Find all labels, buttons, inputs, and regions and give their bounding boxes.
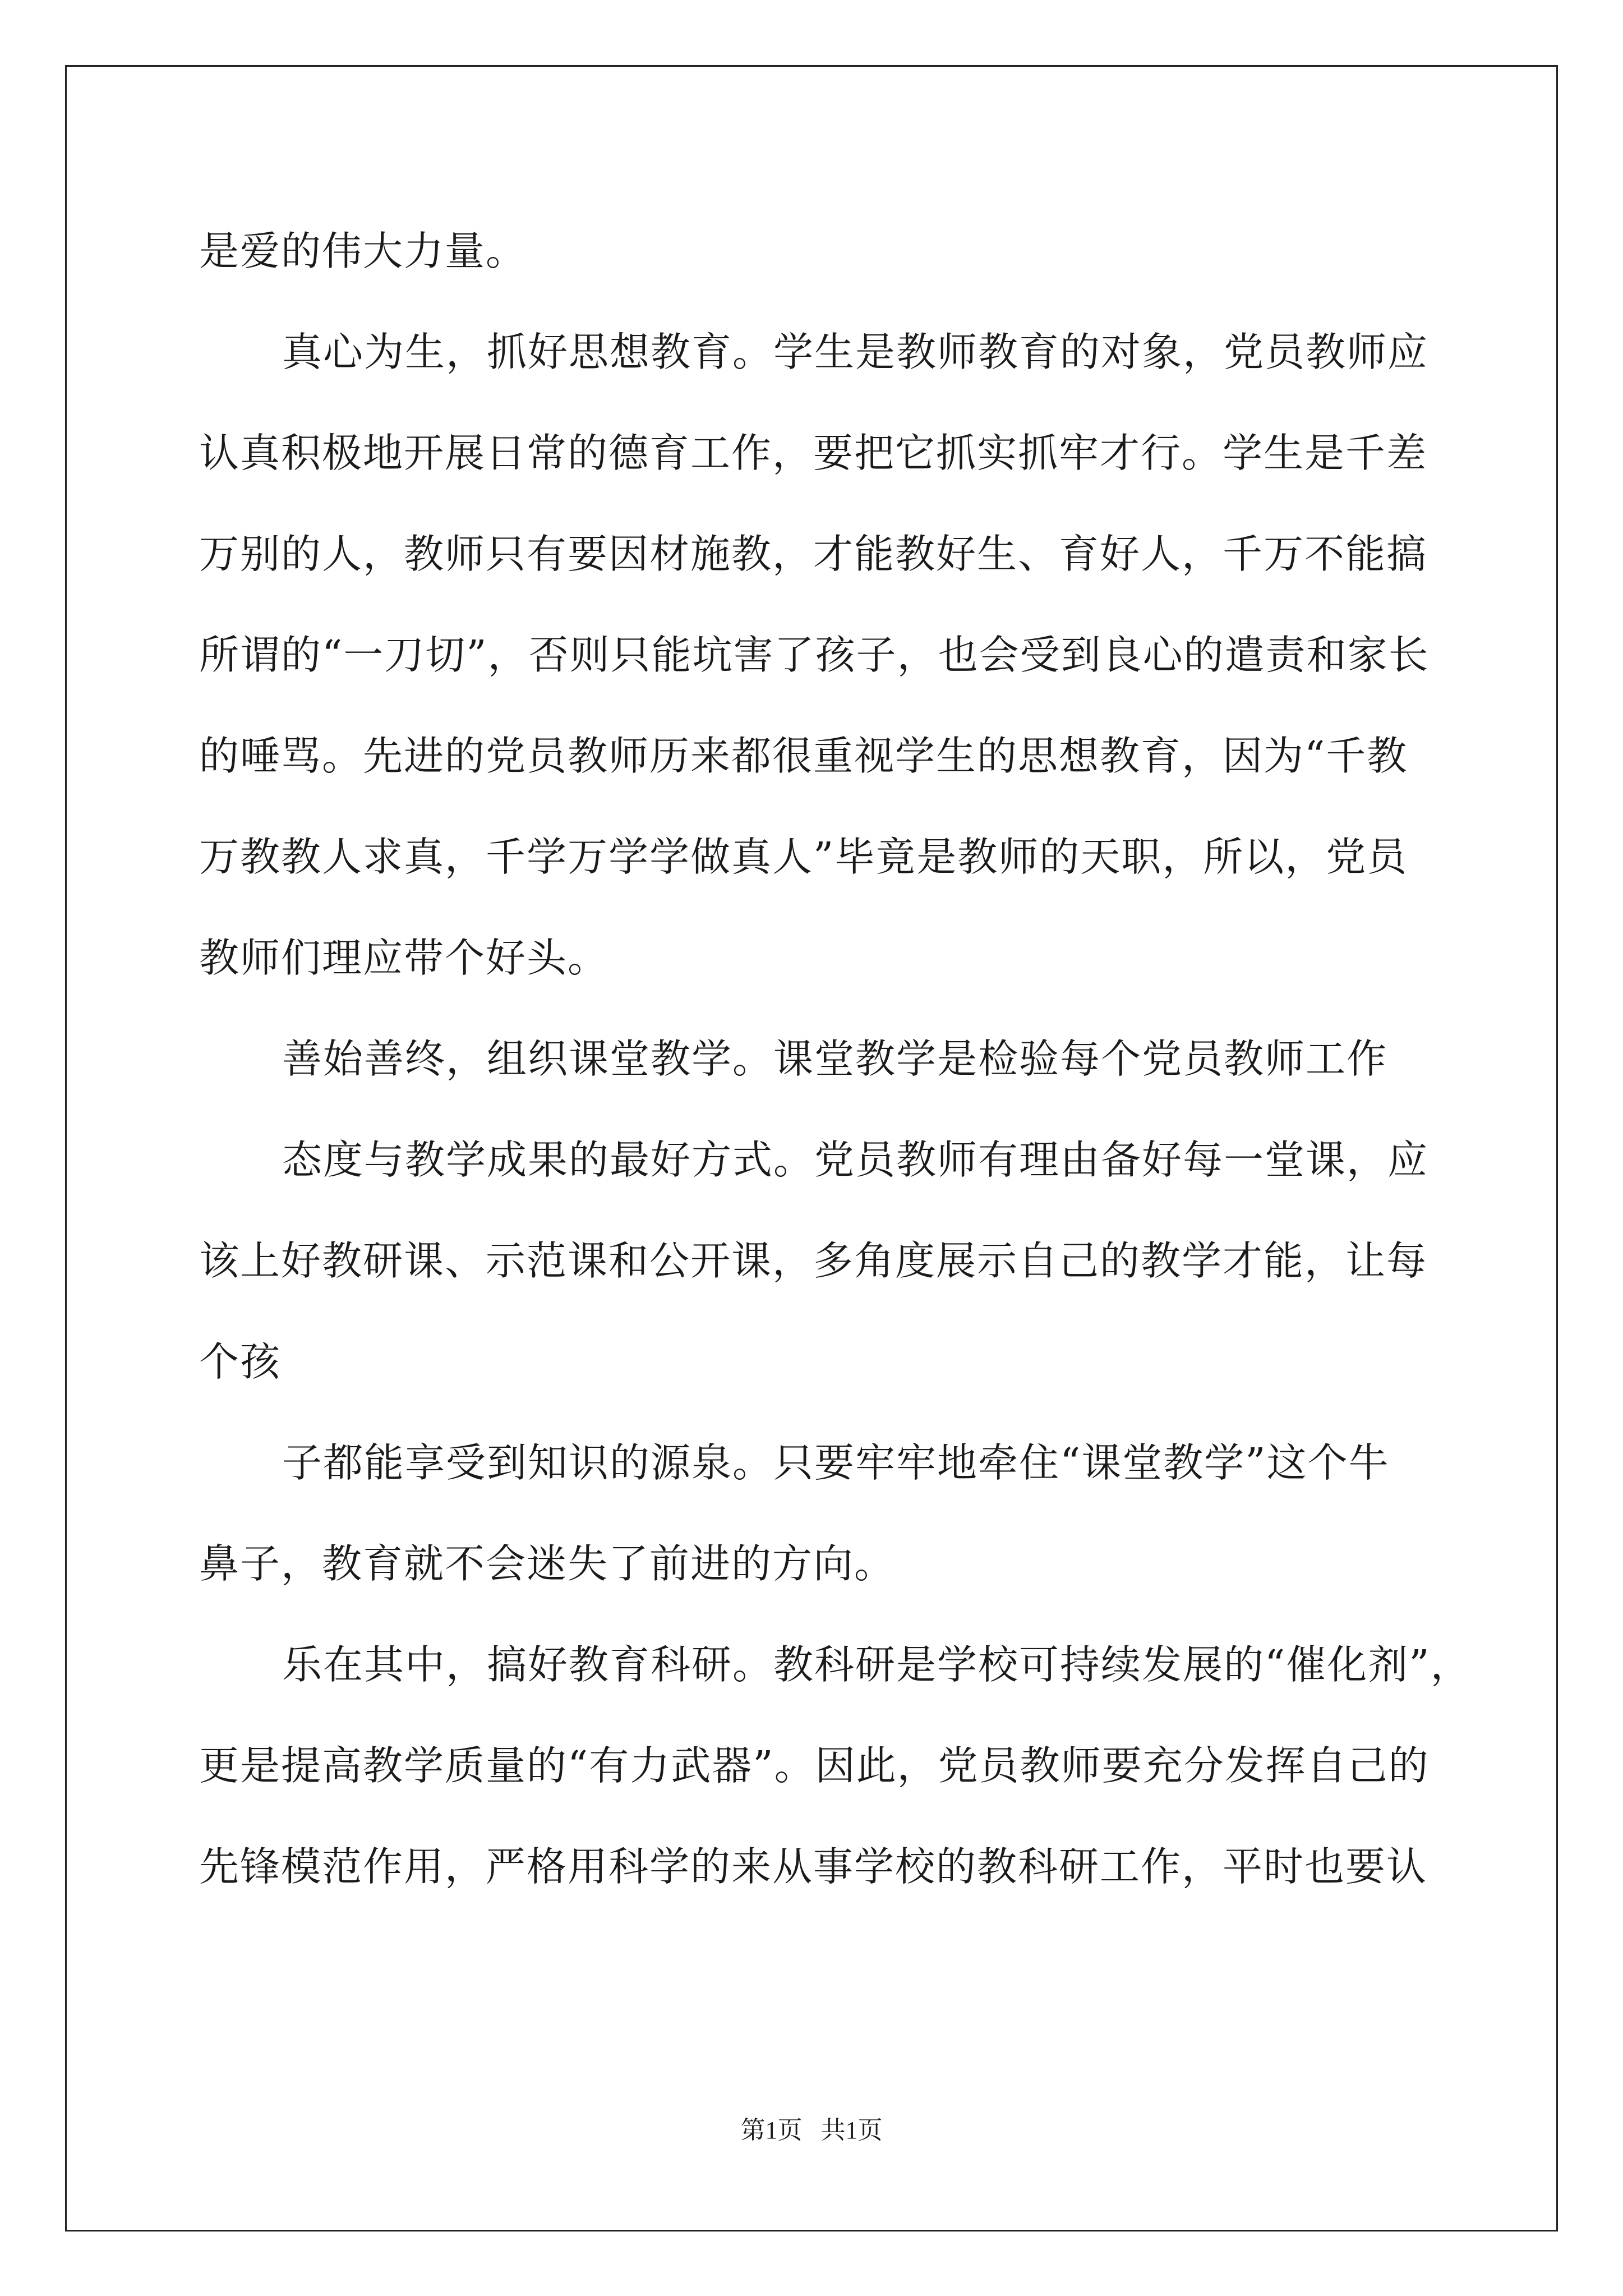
text-line: 更是提高教学质量的“有力武器”。因此，党员教师要充分发挥自己的 bbox=[199, 1742, 1430, 1789]
text-line: 所谓的“一刀切”，否则只能坑害了孩子，也会受到良心的遣责和家长 bbox=[199, 632, 1430, 678]
text-line: 鼻子，教育就不会迷失了前进的方向。 bbox=[199, 1540, 896, 1587]
text-line: 教师们理应带个好头。 bbox=[199, 935, 609, 981]
text-line: 子都能享受到知识的源泉。只要牢牢地牵住“课堂教学”这个牛 bbox=[282, 1439, 1390, 1486]
text-line: 该上好教研课、示范课和公开课，多角度展示自己的教学才能，让每 bbox=[199, 1237, 1428, 1284]
text-line: 万教教人求真，千学万学学做真人”毕竟是教师的天职，所以，党员 bbox=[199, 834, 1408, 880]
page-footer: 第1页 共1页 bbox=[740, 2116, 883, 2144]
text-line: 先锋模范作用，严格用科学的来从事学校的教科研工作，平时也要认 bbox=[199, 1843, 1428, 1890]
text-line: 真心为生，抓好思想教育。学生是教师教育的对象，党员教师应 bbox=[282, 329, 1429, 375]
text-line: 认真积极地开展日常的德育工作，要把它抓实抓牢才行。学生是千差 bbox=[199, 430, 1428, 476]
text-line: 乐在其中，搞好教育科研。教科研是学校可持续发展的“催化剂”， bbox=[282, 1641, 1472, 1688]
text-line: 万别的人，教师只有要因材施教，才能教好生、育好人，千万不能搞 bbox=[199, 531, 1428, 577]
text-line: 是爱的伟大力量。 bbox=[199, 228, 527, 274]
text-line: 的唾骂。先进的党员教师历来都很重视学生的思想教育，因为“千教 bbox=[199, 733, 1408, 779]
text-line: 善始善终，组织课堂教学。课堂教学是检验每个党员教师工作 bbox=[282, 1036, 1388, 1082]
text-line: 个孩 bbox=[199, 1338, 282, 1385]
text-line: 态度与教学成果的最好方式。党员教师有理由备好每一堂课，应 bbox=[282, 1137, 1429, 1183]
